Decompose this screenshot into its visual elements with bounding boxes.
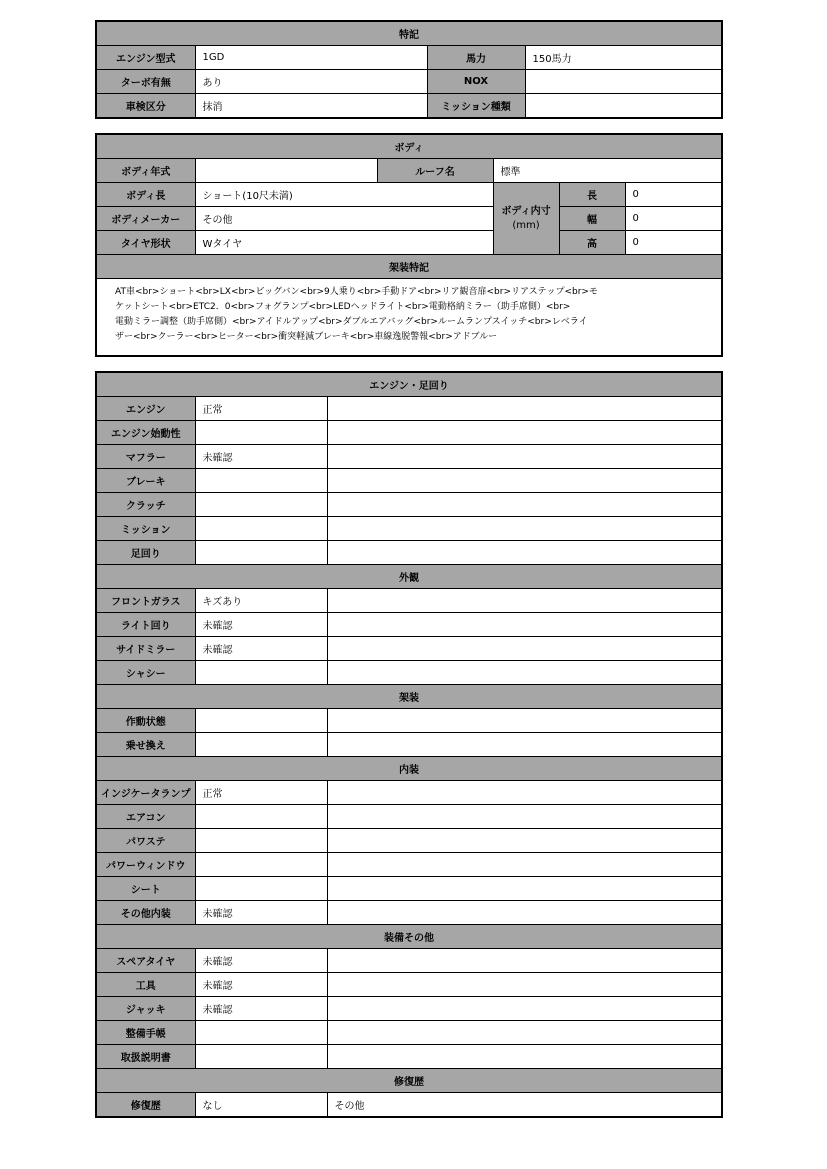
body-year-value: [195, 159, 377, 183]
check-row-value: [195, 709, 327, 733]
check-row-value: [195, 1045, 327, 1069]
check-row-label: 乗せ換え: [97, 733, 195, 757]
check-row: [97, 397, 721, 421]
check-row-label: エンジン: [97, 397, 195, 421]
check-row-label: パワーウィンドウ: [97, 853, 195, 877]
check-row: [97, 805, 721, 829]
check-row-value: [195, 1021, 327, 1045]
mission-type-value: [525, 94, 721, 118]
check-row: [97, 1021, 721, 1045]
engine-type-label: エンジン型式: [97, 46, 195, 70]
check-section-title: 修復歴: [97, 1069, 721, 1093]
equip-line: ザー<br>クーラー<br>ヒーター<br>衝突軽減ブレーキ<br>車線逸脱警報<br>アドブルー: [115, 332, 498, 342]
body-length-label: ボディ長: [97, 183, 195, 207]
equip-notes: [97, 279, 721, 356]
check-row-note: [327, 445, 721, 469]
check-row-value: [195, 517, 327, 541]
check-row-note: [327, 853, 721, 877]
equip-line: ケットシート<br>ETC2．0<br>フォグランプ<br>LEDヘッドライト<br>電動格納ミラー（助手席側）<br>: [115, 302, 571, 312]
check-row: [97, 1093, 721, 1117]
check-section-title: 外観: [97, 565, 721, 589]
check-section-header-row: [97, 925, 721, 949]
check-row-value: 未確認: [195, 637, 327, 661]
check-section-header-row: [97, 373, 721, 397]
equip-line: 電動ミラー調整（助手席側）<br>アイドルアップ<br>ダブルエアバッグ<br>ルームランプスイッチ<br>レベライ: [115, 317, 588, 327]
turbo-value: あり: [195, 70, 427, 94]
check-row-value: 未確認: [195, 973, 327, 997]
check-row: [97, 541, 721, 565]
check-row-note: [327, 1021, 721, 1045]
check-row-value: [195, 829, 327, 853]
tire-value: Wタイヤ: [195, 231, 493, 255]
check-row-note: [327, 469, 721, 493]
body-year-label: ボディ年式: [97, 159, 195, 183]
check-row: [97, 637, 721, 661]
check-row-note: [327, 661, 721, 685]
dim-height-label: 高: [559, 231, 625, 255]
check-row: [97, 469, 721, 493]
power-label: 馬力: [427, 46, 525, 70]
check-row-label: パワステ: [97, 829, 195, 853]
check-row-label: エンジン始動性: [97, 421, 195, 445]
check-row-note: [327, 877, 721, 901]
check-row-note: [327, 637, 721, 661]
tokki-section: [95, 20, 723, 119]
check-row-label: 修復歴: [97, 1093, 195, 1117]
check-row-label: ブレーキ: [97, 469, 195, 493]
check-row: [97, 997, 721, 1021]
dim-long-value: 0: [625, 183, 721, 207]
check-row-value: [195, 469, 327, 493]
check-row: [97, 901, 721, 925]
check-row: [97, 589, 721, 613]
check-row-note: [327, 613, 721, 637]
body-dims-label: [493, 183, 559, 255]
check-row-note: [327, 421, 721, 445]
check-section-header-row: [97, 757, 721, 781]
check-section: [95, 371, 723, 1118]
check-row-value: なし: [195, 1093, 327, 1117]
check-row-note: その他: [327, 1093, 721, 1117]
body-header: ボディ: [97, 135, 721, 159]
tokki-header: 特記: [97, 22, 721, 46]
body-maker-label: ボディメーカー: [97, 207, 195, 231]
check-row-value: [195, 853, 327, 877]
power-value: 150馬力: [525, 46, 721, 70]
roof-value: 標準: [493, 159, 721, 183]
check-row-label: 整備手帳: [97, 1021, 195, 1045]
check-section-title: エンジン・足回り: [97, 373, 721, 397]
check-row-note: [327, 709, 721, 733]
check-row: [97, 709, 721, 733]
nox-label: NOX: [427, 70, 525, 94]
check-row-label: 工具: [97, 973, 195, 997]
check-row-note: [327, 829, 721, 853]
check-row-note: [327, 901, 721, 925]
check-row-value: 未確認: [195, 901, 327, 925]
roof-label: ルーフ名: [377, 159, 493, 183]
check-section-title: 装備その他: [97, 925, 721, 949]
inspection-label: 車検区分: [97, 94, 195, 118]
dim-long-label: 長: [559, 183, 625, 207]
check-row-note: [327, 517, 721, 541]
check-row: [97, 949, 721, 973]
check-row: [97, 445, 721, 469]
dim-width-label: 幅: [559, 207, 625, 231]
dim-height-value: 0: [625, 231, 721, 255]
check-row-label: 取扱説明書: [97, 1045, 195, 1069]
dim-width-value: 0: [625, 207, 721, 231]
check-row: [97, 493, 721, 517]
check-row-note: [327, 805, 721, 829]
inspection-value: 抹消: [195, 94, 427, 118]
check-row-note: [327, 1045, 721, 1069]
check-row-label: クラッチ: [97, 493, 195, 517]
check-row-value: 未確認: [195, 613, 327, 637]
check-section-header-row: [97, 565, 721, 589]
check-row: [97, 829, 721, 853]
check-section-title: 内装: [97, 757, 721, 781]
body-dims-label-line2: (mm): [512, 219, 540, 231]
check-row: [97, 1045, 721, 1069]
body-length-value: ショート(10尺未満): [195, 183, 493, 207]
check-row-label: 作動状態: [97, 709, 195, 733]
check-row-label: インジケータランプ: [97, 781, 195, 805]
tire-label: タイヤ形状: [97, 231, 195, 255]
check-row: [97, 613, 721, 637]
check-row-value: 未確認: [195, 949, 327, 973]
check-row-label: エアコン: [97, 805, 195, 829]
check-row-label: その他内装: [97, 901, 195, 925]
check-row-label: 足回り: [97, 541, 195, 565]
check-row: [97, 421, 721, 445]
check-section-header-row: [97, 1069, 721, 1093]
body-section: [95, 133, 723, 357]
check-row-note: [327, 541, 721, 565]
check-row: [97, 781, 721, 805]
check-row-label: ライト回り: [97, 613, 195, 637]
check-row-value: [195, 541, 327, 565]
check-row: [97, 973, 721, 997]
check-row: [97, 853, 721, 877]
check-row: [97, 661, 721, 685]
check-row-value: [195, 877, 327, 901]
check-row-value: 正常: [195, 397, 327, 421]
equip-header: 架装特記: [97, 255, 721, 279]
check-row-value: 未確認: [195, 997, 327, 1021]
engine-type-value: 1GD: [195, 46, 427, 70]
check-row-label: シート: [97, 877, 195, 901]
check-row-label: スペアタイヤ: [97, 949, 195, 973]
check-row-label: マフラー: [97, 445, 195, 469]
check-row-value: [195, 661, 327, 685]
check-row-label: シャシー: [97, 661, 195, 685]
check-row-value: 未確認: [195, 445, 327, 469]
check-row: [97, 733, 721, 757]
check-row-value: [195, 805, 327, 829]
check-row-note: [327, 493, 721, 517]
check-row-label: フロントガラス: [97, 589, 195, 613]
body-maker-value: その他: [195, 207, 493, 231]
check-section-header-row: [97, 685, 721, 709]
check-row-note: [327, 397, 721, 421]
body-dims-label-line1: ボディ内寸: [501, 205, 551, 217]
check-row-value: キズあり: [195, 589, 327, 613]
turbo-label: ターボ有無: [97, 70, 195, 94]
check-row-label: ミッション: [97, 517, 195, 541]
check-row: [97, 877, 721, 901]
check-row-value: [195, 733, 327, 757]
check-row-label: サイドミラー: [97, 637, 195, 661]
check-row-label: ジャッキ: [97, 997, 195, 1021]
check-row-value: 正常: [195, 781, 327, 805]
check-row-note: [327, 949, 721, 973]
check-row-note: [327, 781, 721, 805]
check-row-value: [195, 493, 327, 517]
equip-line: AT車<br>ショート<br>LX<br>ビッグバン<br>9人乗り<br>手動ドア<br>リア観音扉<br>リアステップ<br>モ: [115, 287, 598, 297]
check-row-value: [195, 421, 327, 445]
nox-value: [525, 70, 721, 94]
check-row-note: [327, 997, 721, 1021]
check-row: [97, 517, 721, 541]
check-row-note: [327, 733, 721, 757]
check-section-title: 架装: [97, 685, 721, 709]
check-row-note: [327, 973, 721, 997]
mission-type-label: ミッション種類: [427, 94, 525, 118]
check-row-note: [327, 589, 721, 613]
